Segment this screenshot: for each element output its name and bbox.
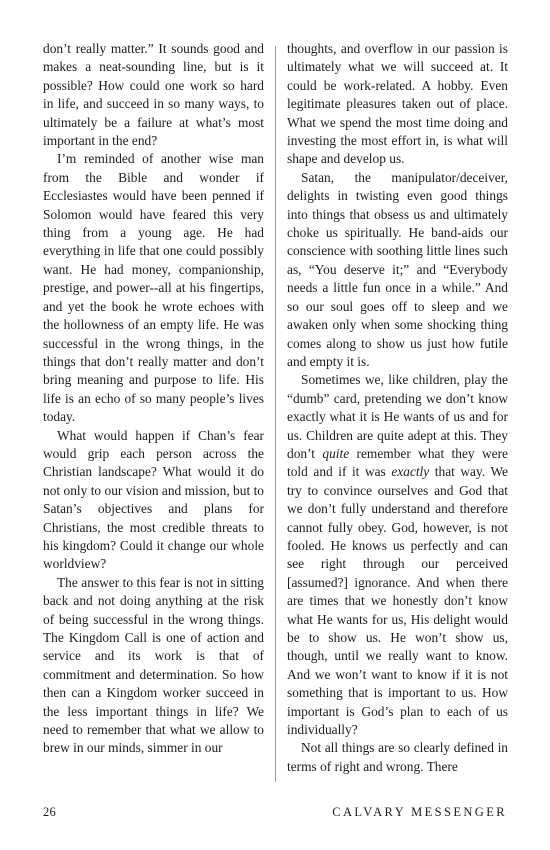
right-paragraph-2: Satan, the manipulator/deceiver, delights in twisting even good things into things that obsess us and ultimately choke us spiritually. He band-aids our conscience with soothing little lines such as, “You deserve it;” and “Everybody needs a little fun once in a while.” And so our soul goes off to sleep and we awaken only when some shocking thing comes along to show us just how futile and empty it is.	[287, 169, 508, 369]
right-paragraph-4: Not all things are so clearly defined in terms of right and wrong. There	[287, 740, 508, 774]
left-column	[43, 40, 264, 758]
right-paragraph-3-part-a: Sometimes we, like children, play the “dumb” card, pretending we don’t know exactly what it is He wants of us and for us. Children are quite adept at this. They don’t	[287, 372, 508, 461]
right-paragraph-1: thoughts, and overflow in our passion is ultimately what we will succeed at. It could be work-related. A hobby. Even legitimate pleasures taken out of place. What we spend the most time doing and investing the most effort in, is what will shape and develop us.	[287, 41, 508, 167]
emphasis-exactly: exactly	[391, 464, 430, 480]
column-divider	[275, 46, 276, 782]
right-column	[287, 40, 508, 776]
right-paragraph-3	[287, 371, 508, 739]
left-paragraph-4: The answer to this fear is not in sitting back and not doing anything at the risk of being successful in the wrong things. The Kingdom Call is one of action and service and its work is that of commitment and determination. So how then can a Kingdom worker succeed in the less important things in life? We need to remember that what we allow to brew in our minds, simmer in our	[43, 574, 264, 756]
left-paragraph-1: don’t really matter.” It sounds good and makes a neat-sounding line, but is it possible? How could one work so hard in life, and succeed in so many ways, to ultimately be a failure at what’s most important in the end?	[43, 41, 264, 149]
running-head: CALVARY MESSENGER	[332, 805, 507, 819]
left-paragraph-2: I’m reminded of another wise man from the Bible and wonder if Ecclesiastes would have been penned if Solomon would have feared this very thing from a young age. He had everything in life that one could possibly want. He had money, companionship, prestige, and power--all at his fingertips, and yet the book he wrote echoes with the hollowness of an empty life. He was successful in the wrong things, in the things that don’t really matter and don’t bring meaning and purpose to life. His life is an echo of so many people’s lives today.	[43, 151, 264, 425]
left-paragraph-3: What would happen if Chan’s fear would grip each person across the Christian landscape? What would it do not only to our vision and mission, but to Satan’s objectives and plans for Christians, the most credible threats to his kingdom? Could it change our whole worldview?	[43, 427, 264, 572]
right-paragraph-3-part-b: remember what they were told and if it was	[287, 445, 508, 480]
page-number: 26	[43, 805, 57, 819]
right-paragraph-3-part-c: that way. We try to convince ourselves and God that we don’t fully understand and therefore cannot fully obey. God, however, is not fooled. He knows us perfectly and can see right through our perceived [assumed?] ignorance. And when there are times that we honestly don’t know what He wants for us, His delight would be to show us. He won’t show us, though, until we really want to know. And we won’t want to know if it is not something that is important to us. How important is God’s plan to each of us individually?	[287, 464, 508, 738]
emphasis-quite: quite	[322, 445, 350, 461]
